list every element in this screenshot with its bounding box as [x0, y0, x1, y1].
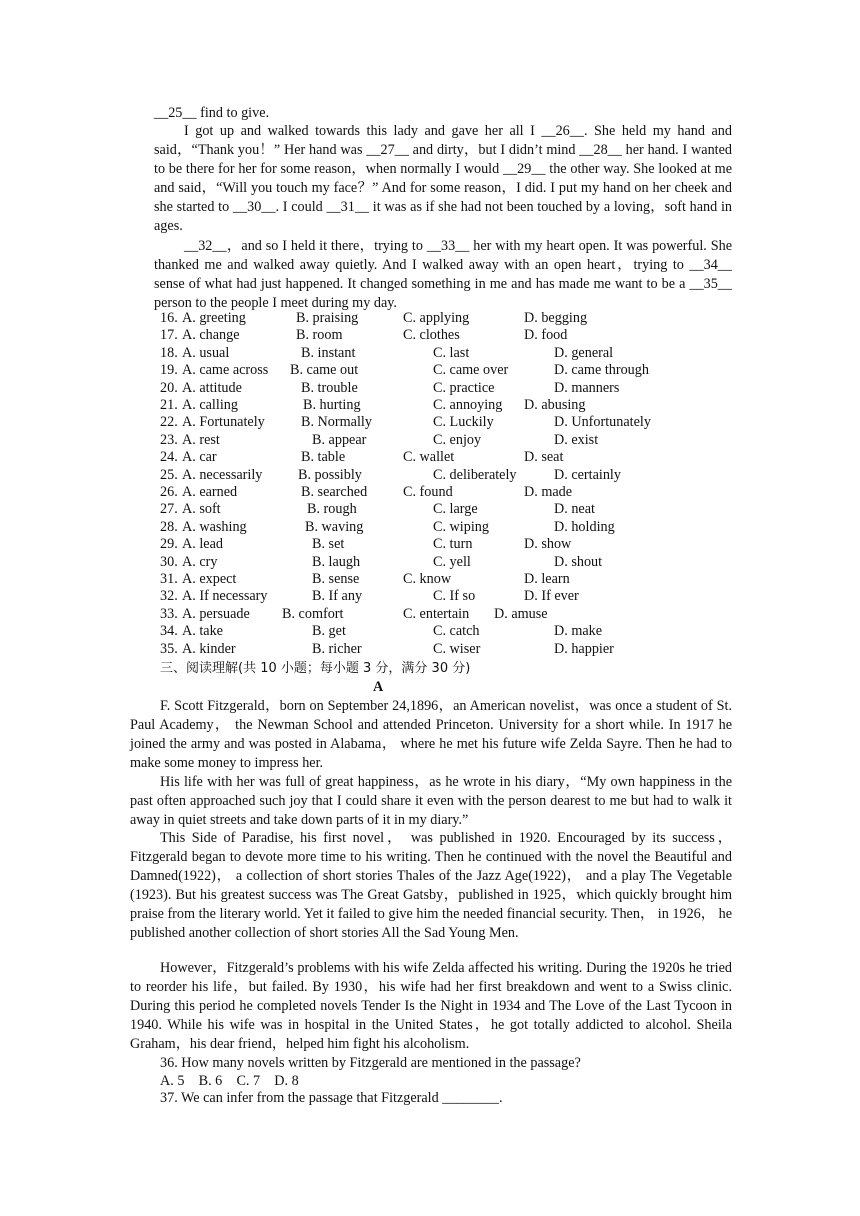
reading-paragraph: His life with her was full of great happiness，as he wrote in his diary，“My own happiness in the past often approached such joy that I could share it even with the person dearest to me but had to walk it away in quiet streets and take down parts of it in my diary.” [130, 774, 732, 828]
option-c: C. large [433, 501, 478, 518]
question-number: 25. [160, 466, 178, 483]
option-a: A. change [182, 327, 240, 344]
option-row [160, 588, 760, 605]
option-c: C. If so [433, 588, 476, 605]
question-number: 30. [160, 553, 178, 570]
question-number: 18. [160, 344, 178, 361]
option-b: B. room [296, 327, 343, 344]
option-b: B. instant [301, 344, 356, 361]
option-d: D. holding [554, 518, 615, 535]
option-b: B. Normally [301, 414, 372, 431]
option-b: B. laugh [312, 553, 361, 570]
option-c: C. catch [433, 623, 480, 640]
option-d: D. make [554, 623, 603, 640]
option-c: C. clothes [403, 327, 460, 344]
option-row [160, 362, 760, 379]
option-a: A. car [182, 449, 217, 466]
option-d: D. manners [554, 379, 620, 396]
option-b: B. appear [312, 431, 367, 448]
question-number: 24. [160, 449, 178, 466]
option-row [160, 641, 760, 658]
option-a: A. attitude [182, 379, 242, 396]
option-c: C. deliberately [433, 466, 517, 483]
option-row [160, 432, 760, 449]
option-row [160, 467, 760, 484]
option-c: C. yell [433, 553, 471, 570]
question-number: 22. [160, 414, 178, 431]
option-d: D. general [554, 344, 614, 361]
question-36: 36. How many novels written by Fitzgerald are mentioned in the passage? [160, 1055, 581, 1071]
question-number: 16. [160, 310, 178, 326]
option-row [160, 327, 760, 344]
option-a: A. usual [182, 344, 230, 361]
option-b: B. rough [307, 501, 357, 518]
option-d: D. exist [554, 431, 599, 448]
option-c: C. applying [403, 310, 470, 326]
option-b: B. trouble [301, 379, 358, 396]
reading-paragraph: F. Scott Fitzgerald，born on September 24,1896，an American novelist，was once a student of St. Paul Academy， the Newman School and attended Princeton. University for a short while. In 1917 he joined the army and was posted in Alabama， where he met his future wife Zelda Sayre. Then he had to make some money to impress her. [130, 698, 732, 771]
option-d: D. shout [554, 553, 603, 570]
option-c: C. wiping [433, 518, 489, 535]
option-a: A. kinder [182, 640, 236, 657]
option-d: D. begging [524, 310, 588, 326]
option-row [160, 501, 760, 518]
option-d: D. seat [524, 449, 564, 466]
option-row [160, 536, 760, 553]
option-b: B. set [312, 536, 345, 553]
option-b: B. If any [312, 588, 363, 605]
question-number: 31. [160, 571, 178, 587]
option-c: C. turn [433, 536, 473, 553]
option-c: C. found [403, 484, 453, 500]
option-c: C. wallet [403, 449, 455, 466]
option-c: C. entertain [403, 605, 470, 622]
option-c: C. annoying [433, 397, 503, 413]
question-37: 37. We can infer from the passage that Fitzgerald ________. [160, 1090, 503, 1106]
option-d: D. came through [554, 362, 649, 379]
option-d: D. show [524, 536, 572, 553]
option-a: A. persuade [182, 605, 250, 622]
option-d: D. learn [524, 571, 570, 587]
question-number: 29. [160, 536, 178, 553]
option-a: A. expect [182, 571, 237, 587]
passage-heading: A [373, 679, 384, 695]
option-b: B. praising [296, 310, 359, 326]
question-number: 17. [160, 327, 178, 344]
option-c: C. wiser [433, 640, 481, 657]
option-b: B. came out [290, 362, 359, 379]
question-number: 35. [160, 640, 178, 657]
option-b: B. possibly [298, 466, 362, 483]
question-number: 27. [160, 501, 178, 518]
option-b: B. waving [305, 518, 364, 535]
cloze-paragraph: __32__，and so I held it there，trying to __33__ her with my heart open. It was powerful. She thanked me and walked away quietly. And I walked away with an open heart，trying to __34__ sense of what had just happened. It changed something in me and has made me want to be a __35__ person to the people I meet during my day. [154, 238, 732, 311]
option-d: D. abusing [524, 397, 586, 413]
option-row [160, 380, 760, 397]
option-c: C. came over [433, 362, 509, 379]
option-row [160, 397, 760, 414]
option-b: B. searched [301, 484, 368, 500]
option-row [160, 345, 760, 362]
option-b: B. sense [312, 571, 360, 587]
option-d: D. made [524, 484, 573, 500]
option-b: B. get [312, 623, 346, 640]
option-row [160, 519, 760, 536]
option-a: A. lead [182, 536, 223, 553]
question-number: 34. [160, 623, 178, 640]
option-a: A. rest [182, 431, 220, 448]
question-number: 20. [160, 379, 178, 396]
question-number: 23. [160, 431, 178, 448]
option-a: A. washing [182, 518, 247, 535]
option-row [160, 414, 760, 431]
option-a: A. soft [182, 501, 221, 518]
option-d: D. certainly [554, 466, 621, 483]
option-c: C. know [403, 571, 452, 587]
option-d: D. If ever [524, 588, 579, 605]
option-c: C. Luckily [433, 414, 494, 431]
cloze-line-25: __25__ find to give. [154, 105, 270, 121]
option-d: D. amuse [494, 605, 548, 622]
option-c: C. enjoy [433, 431, 482, 448]
option-b: B. comfort [282, 605, 344, 622]
option-row [160, 310, 760, 327]
question-number: 26. [160, 484, 178, 500]
option-row [160, 571, 760, 588]
section-title: 三、阅读理解(共 10 小题；每小题 3 分，满分 30 分) [160, 661, 471, 676]
reading-paragraph: However，Fitzgerald’s problems with his wife Zelda affected his writing. During the 1920s he tried to reorder his life，but failed. By 1930，his wife had her first breakdown and went to a Swiss clinic. During this period he completed novels Tender Is the Night in 1934 and The Love of the Last Tycoon in 1940. While his wife was in hospital in the United States，he got totally addicted to alcohol. Sheila Graham，his dear friend，helped him fight his alcoholism. [130, 960, 732, 1052]
question-36-options: A. 5 B. 6 C. 7 D. 8 [160, 1073, 299, 1089]
question-number: 33. [160, 605, 178, 622]
option-c: C. last [433, 344, 470, 361]
option-a: A. necessarily [182, 466, 263, 483]
option-row [160, 623, 760, 640]
option-row [160, 606, 760, 623]
option-b: B. hurting [303, 397, 361, 413]
option-b: B. table [301, 449, 346, 466]
question-number: 28. [160, 518, 178, 535]
option-row [160, 484, 760, 501]
option-row [160, 449, 760, 466]
option-d: D. neat [554, 501, 595, 518]
question-number: 32. [160, 588, 178, 605]
option-b: B. richer [312, 640, 362, 657]
option-a: A. earned [182, 484, 238, 500]
option-a: A. If necessary [182, 588, 268, 605]
option-a: A. calling [182, 397, 238, 413]
option-a: A. came across [182, 362, 269, 379]
option-a: A. greeting [182, 310, 246, 326]
reading-paragraph: This Side of Paradise, his first novel， was published in 1920. Encouraged by its success，Fitzgerald began to devote more time to his writing. Then he continued with the novel the Beautiful and Damned(1922)， a collection of short stories Thales of the Jazz Age(1922)， and a play The Vegetable (1923). But his greatest success was The Great Gatsby，published in 1925，which quickly brought him praise from the literary world. Yet it failed to give him the needed financial security. Then， in 1926， he published another collection of short stories All the Sad Young Men. [130, 830, 732, 941]
option-a: A. take [182, 623, 223, 640]
option-a: A. cry [182, 553, 218, 570]
cloze-paragraph: I got up and walked towards this lady and gave her all I __26__. She held my hand and said，“Thank you！” Her hand was __27__ and dirty，but I didn’t mind __28__ her hand. I wanted to be there for her for some reason，when normally I would __29__ the other way. She looked at me and said，“Will you touch my face？” And for some reason，I did. I put my hand on her cheek and she started to __30__. I could __31__ it was as if she had not been touched by a loving，soft hand in ages. [154, 123, 732, 234]
question-number: 19. [160, 362, 178, 379]
option-row [160, 554, 760, 571]
option-a: A. Fortunately [182, 414, 265, 431]
option-d: D. happier [554, 640, 614, 657]
question-number: 21. [160, 397, 178, 413]
option-d: D. food [524, 327, 568, 344]
option-c: C. practice [433, 379, 495, 396]
option-d: D. Unfortunately [554, 414, 651, 431]
